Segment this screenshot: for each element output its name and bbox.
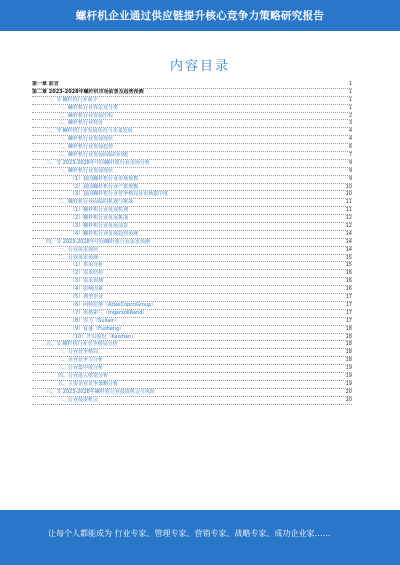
toc-entry-text: 六、节 2023-2028年螺杆机行业投资机会与风险 <box>46 388 155 395</box>
header-banner <box>0 0 400 31</box>
toc-entry-text: 二、螺杆机行业面临的机遇与挑战 <box>58 199 134 206</box>
toc-entry-page: 4 <box>348 136 352 143</box>
toc-entry[interactable] <box>32 326 352 334</box>
toc-entry-page: 14 <box>345 238 352 245</box>
toc-entry-page: 11 <box>345 199 352 206</box>
toc-entry-page: 18 <box>345 341 352 348</box>
toc-entry-page: 9 <box>348 175 352 182</box>
toc-entry[interactable] <box>32 381 352 389</box>
toc-entry[interactable] <box>32 207 352 215</box>
toc-entry[interactable] <box>32 389 352 397</box>
toc-entry-page: 17 <box>345 301 352 308</box>
toc-entry-page: 17 <box>345 309 352 316</box>
toc-entry-page: 17 <box>345 317 352 324</box>
toc-entry-text: （7）英格索兰（IngersollRand） <box>70 309 148 316</box>
toc-entry-page: 19 <box>345 372 352 379</box>
toc-entry[interactable] <box>32 318 352 326</box>
table-of-contents <box>32 81 352 405</box>
toc-entry[interactable] <box>32 365 352 373</box>
toc-entry[interactable] <box>32 89 352 97</box>
toc-entry-text: 一、行业竞争格局 <box>58 349 99 356</box>
footer-banner <box>0 510 400 565</box>
toc-entry[interactable] <box>32 255 352 263</box>
toc-entry-text: 二、企业竞争力分析 <box>58 357 104 364</box>
toc-entry[interactable] <box>32 247 352 255</box>
toc-entry-page: 18 <box>345 333 352 340</box>
toc-entry[interactable] <box>32 294 352 302</box>
toc-entry-text: 一、节 螺杆机行业简介 <box>46 96 98 103</box>
toc-entry-page: 1 <box>348 104 352 111</box>
toc-entry-text: （3）我国螺杆机行业竞争格局及市场集中度 <box>70 191 169 198</box>
toc-entry-page: 16 <box>345 286 352 293</box>
toc-entry-text: 第二章 2023-2028年螺杆机市场前景及趋势预测 <box>32 88 144 95</box>
toc-entry-text: 一、行业投资机会 <box>58 396 99 403</box>
toc-entry[interactable] <box>32 341 352 349</box>
toc-entry[interactable] <box>32 239 352 247</box>
toc-entry[interactable] <box>32 215 352 223</box>
toc-title: 内容目录 <box>169 59 230 74</box>
toc-entry-page: 15 <box>345 262 352 269</box>
toc-entry[interactable] <box>32 136 352 144</box>
toc-entry[interactable] <box>32 349 352 357</box>
toc-entry-text: 二、螺杆机行业发展历程 <box>58 112 114 119</box>
toc-entry-text: 五、节 螺杆机行业竞争格局分析 <box>46 341 118 348</box>
toc-entry-text: 一、螺杆机行业界定及分类 <box>58 104 119 111</box>
toc-entry-text: （3）螺杆机行业发展前景 <box>70 223 129 230</box>
toc-entry-text: （2）螺杆机行业发展挑战 <box>70 215 129 222</box>
toc-entry[interactable] <box>32 176 352 184</box>
toc-entry[interactable] <box>32 278 352 286</box>
toc-entry[interactable] <box>32 128 352 136</box>
toc-entry-text: （4）影响因素 <box>70 286 104 293</box>
toc-entry-page: 17 <box>345 294 352 301</box>
toc-entry-page: 10 <box>345 191 352 198</box>
toc-entry-page: 1 <box>348 88 352 95</box>
toc-entry-text: 一、螺杆机行业发展现状 <box>58 167 114 174</box>
toc-entry[interactable] <box>32 397 352 405</box>
toc-entry-page: 1 <box>348 81 352 87</box>
toc-entry[interactable] <box>32 168 352 176</box>
toc-entry[interactable] <box>32 120 352 128</box>
toc-entry[interactable] <box>32 191 352 199</box>
toc-entry-page: 19 <box>345 380 352 387</box>
toc-entry-text: 一、行业需求现状 <box>58 246 99 253</box>
toc-entry-text: 三、螺杆机行业发展面临的问题 <box>58 152 129 159</box>
toc-entry-page: 3 <box>348 120 352 127</box>
toc-entry-page: 20 <box>345 388 352 395</box>
toc-entry-text: 一、螺杆机行业发展现状 <box>58 136 114 143</box>
toc-entry[interactable] <box>32 334 352 342</box>
toc-entry-page: 7 <box>348 152 352 159</box>
toc-entry-text: 二、螺杆机行业发展趋势 <box>58 144 114 151</box>
toc-entry-text: （5）典型企业 <box>70 294 104 301</box>
toc-entry-text: 四、节 2023-2028年中国螺杆机行业需求预测 <box>46 238 150 245</box>
toc-entry[interactable] <box>32 105 352 113</box>
toc-entry-page: 18 <box>345 357 352 364</box>
toc-entry-text: （1）我国螺杆机行业市场规模 <box>70 175 139 182</box>
toc-entry[interactable] <box>32 286 352 294</box>
toc-entry-page: 2 <box>348 112 352 119</box>
toc-entry-page: 12 <box>345 215 352 222</box>
toc-entry-text: （10）开山股份（Kaishan） <box>70 333 137 340</box>
toc-entry-text: 三、节 2023-2028年中国螺杆机行业市场分析 <box>46 159 150 166</box>
toc-entry[interactable] <box>32 184 352 192</box>
toc-entry[interactable] <box>32 270 352 278</box>
toc-entry-page: 14 <box>345 246 352 253</box>
toc-entry-text: （8）寿力（Sullair） <box>70 317 119 324</box>
toc-entry[interactable] <box>32 231 352 239</box>
toc-entry-page: 12 <box>345 223 352 230</box>
toc-entry-text: （2）我国螺杆机行业产量规模 <box>70 183 139 190</box>
toc-entry[interactable] <box>32 152 352 160</box>
toc-entry[interactable] <box>32 199 352 207</box>
toc-entry[interactable] <box>32 373 352 381</box>
toc-entry-text: 二、行业需求预测 <box>58 254 99 261</box>
toc-entry[interactable] <box>32 144 352 152</box>
toc-entry[interactable] <box>32 302 352 310</box>
toc-entry[interactable] <box>32 160 352 168</box>
toc-entry-page: 9 <box>348 159 352 166</box>
toc-entry-page: 18 <box>345 349 352 356</box>
toc-entry-text: 二、节 螺杆机行业发展状况与未来发展 <box>46 128 133 135</box>
toc-entry-page: 15 <box>345 254 352 261</box>
toc-entry-page: 14 <box>345 230 352 237</box>
toc-entry-text: （6）阿特拉斯（AtlasCopcoGroup） <box>70 301 157 308</box>
toc-entry[interactable] <box>32 113 352 121</box>
toc-entry-page: 4 <box>348 128 352 135</box>
report-title: 螺杆机企业通过供应链提升核心竞争力策略研究报告 <box>75 10 325 22</box>
toc-entry-text: 三、螺杆机行业特征 <box>58 120 104 127</box>
toc-entry-text: 五、主要企业竞争策略分析 <box>58 380 119 387</box>
toc-entry-page: 1 <box>348 96 352 103</box>
toc-entry-text: （2）需求结构 <box>70 270 104 277</box>
toc-entry-page: 10 <box>345 183 352 190</box>
toc-entry-page: 6 <box>348 144 352 151</box>
toc-entry[interactable] <box>32 310 352 318</box>
toc-entry-text: 三、行业集中度分析 <box>58 365 104 372</box>
toc-entry[interactable] <box>32 97 352 105</box>
toc-entry-text: （1）螺杆机行业发展机遇 <box>70 207 129 214</box>
toc-entry-text: （3）需求预测 <box>70 278 104 285</box>
toc-entry[interactable] <box>32 357 352 365</box>
toc-entry-text: （9）复盛（Fusheng） <box>70 325 125 332</box>
toc-entry-page: 19 <box>345 365 352 372</box>
toc-entry-text: 第一章 前言 <box>32 81 59 87</box>
toc-entry-page: 16 <box>345 270 352 277</box>
toc-entry[interactable] <box>32 223 352 231</box>
toc-entry[interactable] <box>32 262 352 270</box>
toc-entry-page: 18 <box>345 325 352 332</box>
toc-entry[interactable] <box>32 81 352 89</box>
toc-entry-page: 20 <box>345 396 352 403</box>
footer-slogan: 让每个人都能成为 行业专家、管理专家、营销专家、战略专家、成功企业家…… <box>48 529 331 538</box>
toc-entry-text: （4）螺杆机行业发展趋势预测 <box>70 230 139 237</box>
toc-entry-text: （1）供需分析 <box>70 262 104 269</box>
toc-entry-page: 9 <box>348 167 352 174</box>
toc-entry-page: 11 <box>345 207 352 214</box>
toc-entry-page: 16 <box>345 278 352 285</box>
toc-entry-text: 四、行业进入壁垒分析 <box>58 372 109 379</box>
